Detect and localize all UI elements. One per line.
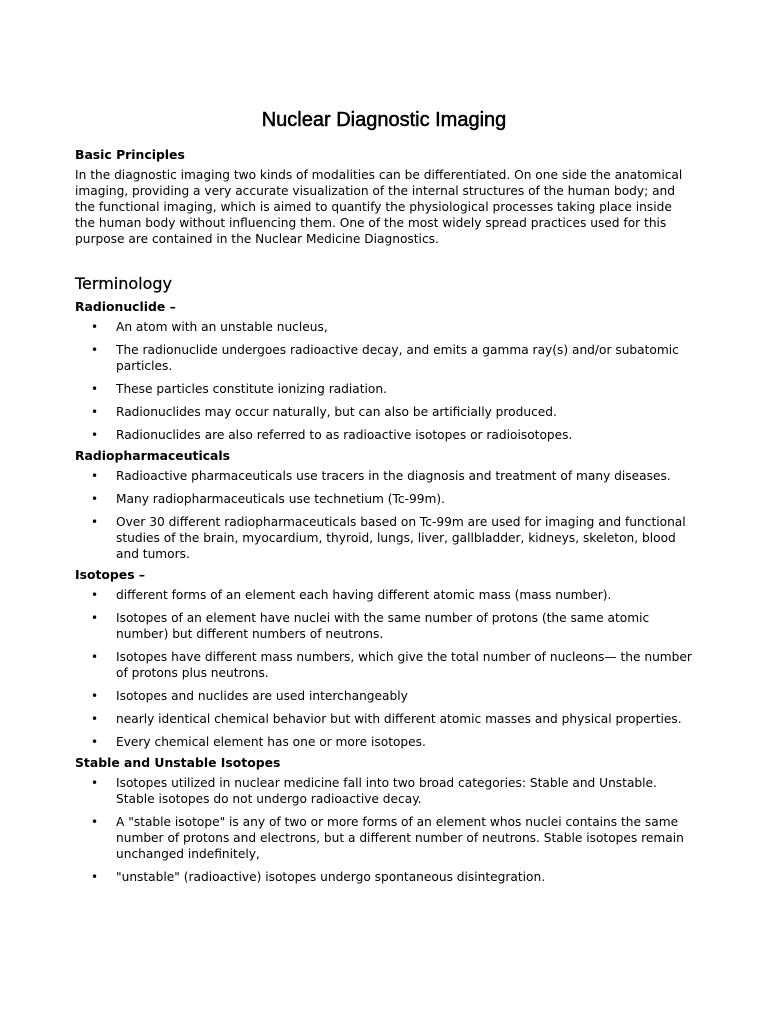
list-item [75, 711, 693, 727]
bullet-icon: • [91, 815, 99, 829]
list-item [75, 381, 693, 397]
list-item-text: Radionuclides are also referred to as radioactive isotopes or radioisotopes. [116, 428, 573, 442]
bullet-icon: • [91, 515, 99, 529]
bullet-list [75, 587, 693, 750]
bullet-icon: • [91, 320, 99, 334]
section-isotopes [75, 567, 693, 750]
list-item [75, 319, 693, 335]
bullet-icon: • [91, 650, 99, 664]
list-item-text: A "stable isotope" is any of two or more forms of an element whos nuclei contains the same number of protons and electrons, but a different number of neutrons. Stable isotopes remain unchanged indefinitely, [116, 815, 684, 861]
list-item [75, 610, 693, 642]
bullet-icon: • [91, 492, 99, 506]
bullet-icon: • [91, 611, 99, 625]
bullet-icon: • [91, 870, 99, 884]
bullet-icon: • [91, 343, 99, 357]
bullet-icon: • [91, 469, 99, 483]
list-item-text: "unstable" (radioactive) isotopes undergo spontaneous disintegration. [116, 870, 546, 884]
bullet-list [75, 468, 693, 562]
bullet-icon: • [91, 735, 99, 749]
section-heading: Radiopharmaceuticals [75, 448, 231, 463]
list-item-text: different forms of an element each having different atomic mass (mass number). [116, 588, 612, 602]
list-item [75, 649, 693, 681]
basic-principles-heading: Basic Principles [75, 147, 185, 162]
bullet-icon: • [91, 405, 99, 419]
bullet-icon: • [91, 776, 99, 790]
list-item-text: Isotopes have different mass numbers, which give the total number of nucleons— the number of protons plus neutrons. [116, 650, 692, 680]
list-item [75, 775, 693, 807]
basic-principles-paragraph: In the diagnostic imaging two kinds of modalities can be differentiated. On one side the anatomical imaging, providing a very accurate visualization of the internal structures of the human body; and the functional imaging, which is aimed to quantify the physiological processes taking place inside the human body without influencing them. One of the most widely spread practices used for this purpose are contained in the Nuclear Medicine Diagnostics. [75, 168, 683, 246]
terminology-sections [75, 299, 693, 885]
section-radiopharmaceuticals [75, 448, 693, 562]
list-item-text: Radioactive pharmaceuticals use tracers in the diagnosis and treatment of many diseases. [116, 469, 671, 483]
list-item-text: Over 30 different radiopharmaceuticals based on Tc-99m are used for imaging and functional studies of the brain, myocardium, thyroid, lungs, liver, gallbladder, kidneys, skeleton, blood and tumors. [116, 515, 686, 561]
list-item-text: Isotopes and nuclides are used interchangeably [116, 689, 408, 703]
terminology-heading: Terminology [75, 274, 173, 293]
section-stable-unstable-isotopes [75, 755, 693, 885]
list-item-text: These particles constitute ionizing radiation. [116, 382, 387, 396]
section-heading: Stable and Unstable Isotopes [75, 755, 281, 770]
list-item [75, 688, 693, 704]
bullet-icon: • [91, 382, 99, 396]
bullet-list [75, 319, 693, 443]
section-heading: Isotopes – [75, 567, 146, 582]
document-body [75, 147, 693, 885]
list-item [75, 468, 693, 484]
bullet-icon: • [91, 428, 99, 442]
list-item-text: Radionuclides may occur naturally, but can also be artificially produced. [116, 405, 557, 419]
bullet-icon: • [91, 588, 99, 602]
list-item [75, 869, 693, 885]
list-item [75, 491, 693, 507]
page-title: Nuclear Diagnostic Imaging [261, 109, 507, 131]
list-item-text: Many radiopharmaceuticals use technetium (Tc-99m). [116, 492, 446, 506]
list-item-text: The radionuclide undergoes radioactive decay, and emits a gamma ray(s) and/or subatomic particles. [116, 343, 679, 373]
list-item-text: Every chemical element has one or more isotopes. [116, 735, 426, 749]
section-radionuclide [75, 299, 693, 443]
list-item [75, 514, 693, 562]
list-item [75, 342, 693, 374]
list-item-text: Isotopes of an element have nuclei with the same number of protons (the same atomic number) but different numbers of neutrons. [116, 611, 650, 641]
section-heading: Radionuclide – [75, 299, 176, 314]
list-item [75, 814, 693, 862]
bullet-icon: • [91, 689, 99, 703]
list-item-text: An atom with an unstable nucleus, [116, 320, 328, 334]
bullet-icon: • [91, 712, 99, 726]
list-item [75, 404, 693, 420]
list-item [75, 427, 693, 443]
bullet-list [75, 775, 693, 885]
list-item [75, 587, 693, 603]
list-item-text: Isotopes utilized in nuclear medicine fall into two broad categories: Stable and Unstable. Stable isotopes do not undergo radioactive decay. [116, 776, 657, 806]
list-item [75, 734, 693, 750]
list-item-text: nearly identical chemical behavior but with different atomic masses and physical properties. [116, 712, 682, 726]
